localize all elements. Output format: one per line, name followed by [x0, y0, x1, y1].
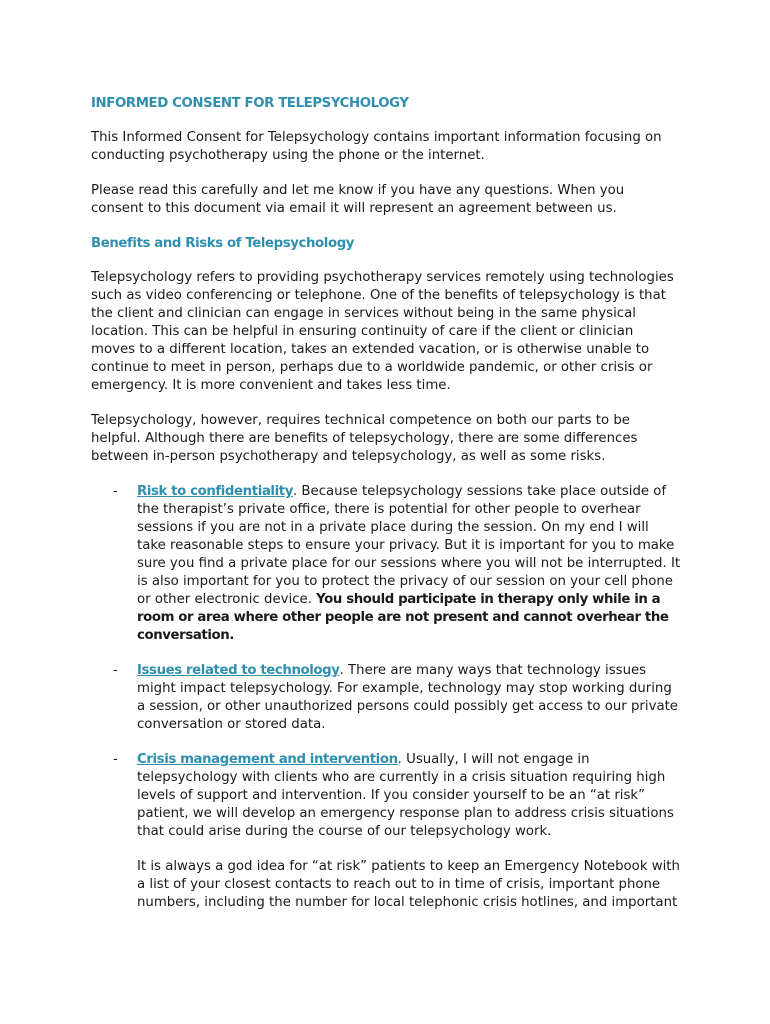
bullet-text: . There are many ways that technology issues might impact telepsychology. For example, technology may stop working during a session, or other unauthorized persons could possibly get access to our private conversation or stored data. — [137, 663, 678, 732]
bullet-text: . Because telepsychology sessions take place outside of the therapist’s private office, there is potential for other people to overhear sessions if you are not in a private place during the session. On my end I will take reasonable steps to ensure your privacy. But it is important for you to make sure you find a private place for our sessions where you will not be interrupted. It is also important for you to protect the privacy of our session on your cell phone or other electronic device. — [137, 484, 681, 607]
bullet-bold-text: You should participate in therapy only while in a room or area where other people are not present and cannot overhear the conversation. — [137, 592, 669, 643]
risk-to-confidentiality-link[interactable]: Risk to confidentiality — [137, 484, 293, 499]
crisis-management-link[interactable]: Crisis management and intervention — [137, 752, 398, 767]
document-title: INFORMED CONSENT FOR TELEPSYCHOLOGY — [91, 96, 409, 111]
section-heading: Benefits and Risks of Telepsychology — [91, 236, 355, 251]
document-body — [91, 95, 681, 912]
bullet-risk-to-confidentiality — [91, 483, 681, 645]
bullet-text: . Usually, I will not engage in telepsychology with clients who are currently in a crisis situation requiring high levels of support and intervention. If you consider yourself to be an “at risk” patient, we will develop an emergency response plan to address crisis situations that could arise during the course of our telepsychology work. — [137, 752, 674, 839]
section-paragraph-2: Telepsychology, however, requires technical competence on both our parts to be helpful. Although there are benefits of telepsychology, there are some differences between in-person psychotherapy and telepsychology, as well as some risks. — [91, 413, 638, 464]
bullet-dash: - — [113, 484, 118, 499]
intro-paragraph-1: This Informed Consent for Telepsychology contains important information focusing on conducting psychotherapy using the phone or the internet. — [91, 130, 662, 163]
bullet-dash: - — [113, 663, 118, 678]
bullet-issues-related-to-technology — [91, 662, 681, 734]
bullet-dash: - — [113, 752, 118, 767]
section-paragraph-1: Telepsychology refers to providing psychotherapy services remotely using technologies such as video conferencing or telephone. One of the benefits of telepsychology is that the client and clinician can engage in services without being in the same physical location. This can be helpful in ensuring continuity of care if the client or clinician moves to a different location, takes an extended vacation, or is otherwise unable to continue to meet in person, perhaps due to a worldwide pandemic, or other crisis or emergency. It is more convenient and takes less time. — [91, 270, 674, 393]
intro-paragraph-2: Please read this carefully and let me know if you have any questions. When you consent to this document via email it will represent an agreement between us. — [91, 183, 625, 216]
bullet-crisis-management — [91, 751, 681, 841]
crisis-followup-paragraph: It is always a god idea for “at risk” patients to keep an Emergency Notebook with a list of your closest contacts to reach out to in time of crisis, important phone numbers, including the number for local telephonic crisis hotlines, and important — [137, 859, 680, 910]
issues-related-to-technology-link[interactable]: Issues related to technology — [137, 663, 340, 678]
